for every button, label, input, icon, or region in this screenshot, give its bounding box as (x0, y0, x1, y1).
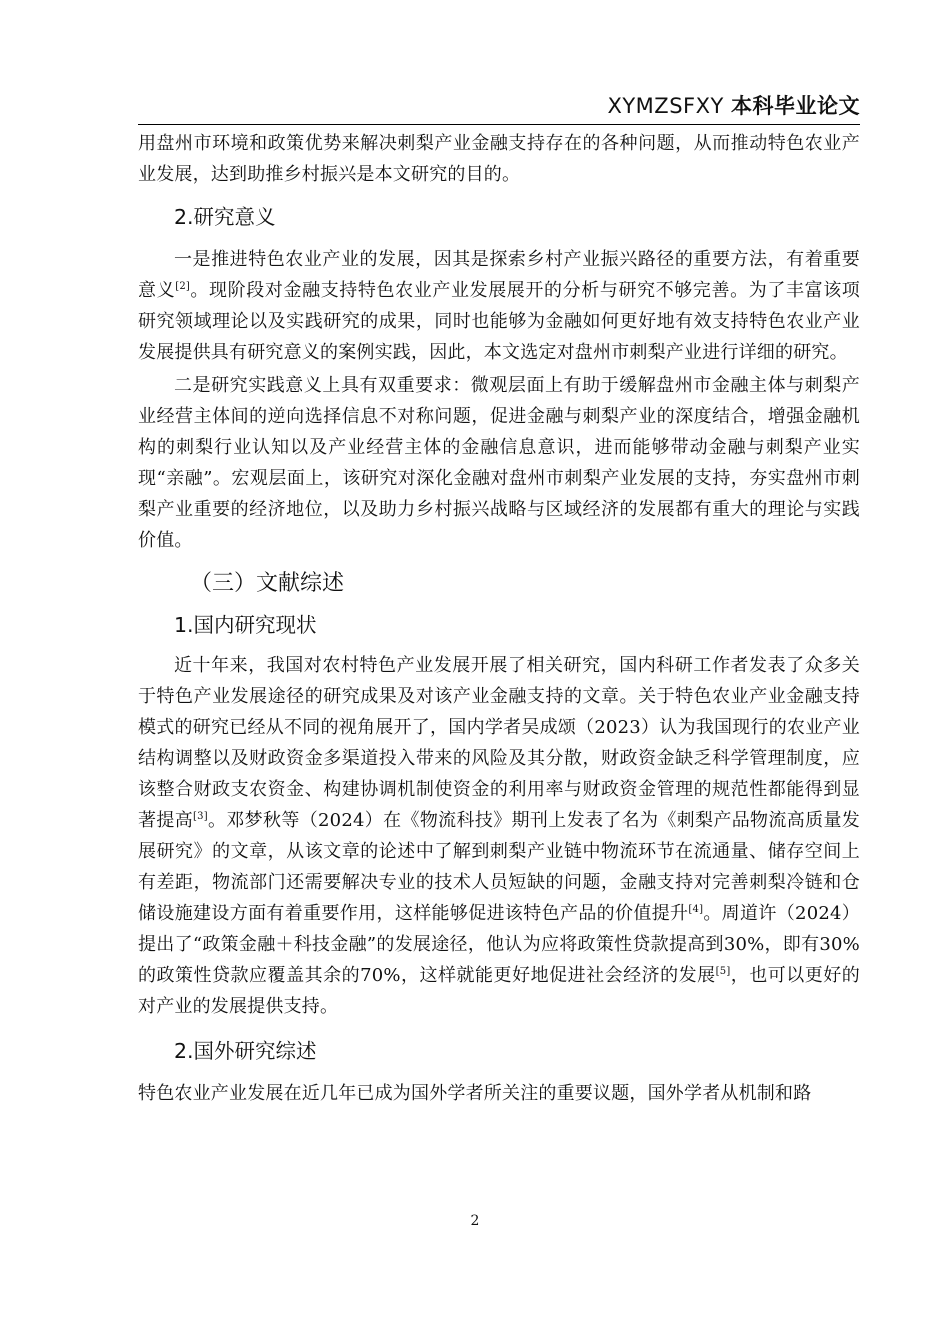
heading-domestic-research: 1.国内研究现状 (174, 613, 317, 637)
text-run: ，也可以更好的对产业的发展提供支持。 (138, 965, 860, 1017)
paragraph-significance-one (138, 244, 860, 368)
text-run: 。邓梦秋等（2024）在《物流科技》期刊上发表了名为《刺梨产品物流高质量发展研究》的文章，从该文章的论述中了解到刺梨产业链中物流环节在流通量、储存空间上有差距，物流部门还需要解决专业的技术人员短缺的问题，金融支持对完善刺梨冷链和仓储设施建设方面有着重要作用，这样能够促进该特色产品的价值提升 (138, 810, 860, 924)
header-thesis-title: 本科毕业论文 (731, 94, 860, 118)
citation-ref: [2] (175, 281, 190, 292)
text-run: 一是推进特色农业产业的发展，因其是探索乡村产业振兴路径的重要方法，有着重要意义 (138, 249, 860, 301)
heading-foreign-research: 2.国外研究综述 (174, 1039, 317, 1063)
paragraph-domestic-research (138, 650, 860, 1022)
paragraph-foreign-research: 特色农业产业发展在近几年已成为国外学者所关注的重要议题，国外学者从机制和路 (138, 1083, 812, 1104)
paragraph-continued: 用盘州市环境和政策优势来解决刺梨产业金融支持存在的各种问题，从而推动特色农业产业发展，达到助推乡村振兴是本文研究的目的。 (138, 133, 860, 185)
page-number: 2 (470, 1213, 480, 1229)
page-header (138, 92, 860, 124)
heading-literature-review: （三）文献综述 (190, 571, 345, 596)
header-rule (138, 124, 860, 125)
paragraph-significance-two: 二是研究实践意义上具有双重要求：微观层面上有助于缓解盘州市金融主体与刺梨产业经营主体间的逆向选择信息不对称问题，促进金融与刺梨产业的深度结合，增强金融机构的刺梨行业认知以及产业经营主体的金融信息意识，进而能够带动金融与刺梨产业实现“亲融”。宏观层面上，该研究对深化金融对盘州市刺梨产业发展的支持，夯实盘州市刺梨产业重要的经济地位，以及助力乡村振兴战略与区域经济的发展都有重大的理论与实践价值。 (138, 375, 860, 551)
document-body (138, 128, 860, 1109)
text-run: 近十年来，我国对农村特色产业发展开展了相关研究，国内科研工作者发表了众多关于特色产业发展途径的研究成果及对该产业金融支持的文章。关于特色农业产业金融支持模式的研究已经从不同的视角展开了，国内学者吴成颂（2023）认为我国现行的农业产业结构调整以及财政资金多渠道投入带来的风险及其分散，财政资金缺乏科学管理制度，应该整合财政支农资金、构建协调机制使资金的利用率与财政资金管理的规范性都能得到显著提高 (138, 655, 860, 831)
text-run: 。周道许（2024）提出了“政策金融＋科技金融”的发展途径，他认为应将政策性贷款提高到30%，即有30%的政策性贷款应覆盖其余的70%，这样就能更好地促进社会经济的发展 (138, 903, 861, 986)
text-run: 。现阶段对金融支持特色农业产业发展展开的分析与研究不够完善。为了丰富该项研究领域理论以及实践研究的成果，同时也能够为金融如何更好地有效支持特色农业产业发展提供具有研究意义的案例实践，因此，本文选定对盘州市刺梨产业进行详细的研究。 (138, 280, 860, 363)
heading-research-significance: 2.研究意义 (174, 205, 276, 229)
citation-ref: [3] (193, 811, 208, 822)
citation-ref: [4] (688, 904, 704, 915)
citation-ref: [5] (715, 966, 731, 977)
header-school-code: XYMZSFXY (607, 94, 724, 118)
